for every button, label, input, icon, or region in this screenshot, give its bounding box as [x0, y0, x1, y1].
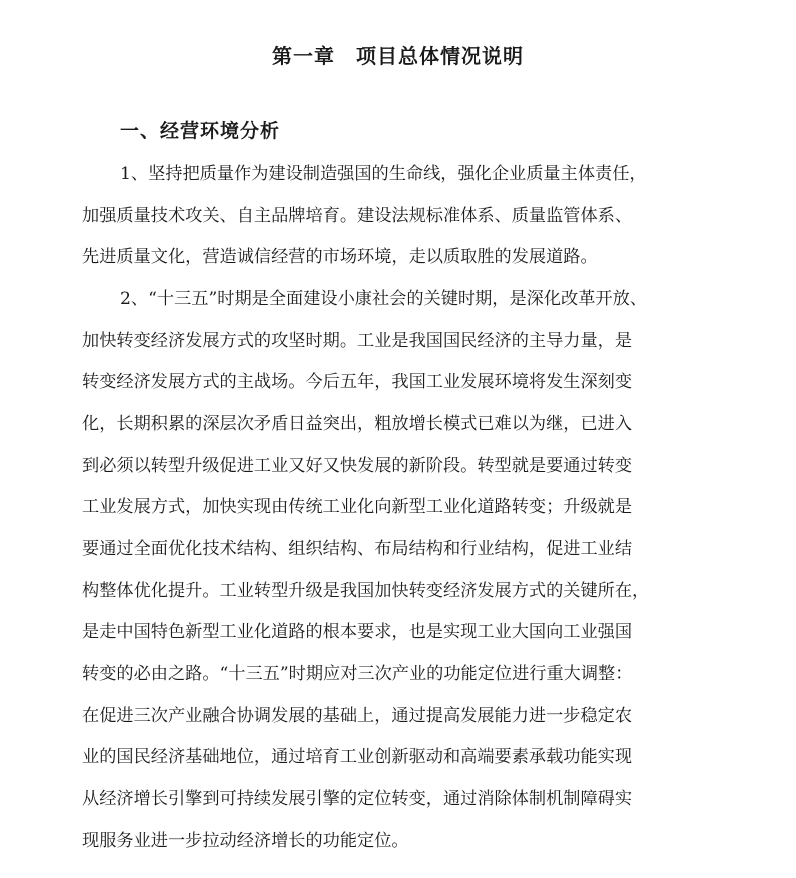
- paragraph-2-line-6: 工业发展方式，加快实现由传统工业化向新型工业化道路转变；升级就是: [82, 497, 633, 517]
- paragraph-2-line-7: 要通过全面优化技术结构、组织结构、布局结构和行业结构，促进工业结: [82, 539, 633, 559]
- paragraph-2-line-13: 从经济增长引擎到可持续发展引擎的定位转变，通过消除体制机制障碍实: [82, 789, 633, 809]
- paragraph-2-line-11: 在促进三次产业融合协调发展的基础上，通过提高发展能力进一步稳定农: [82, 706, 633, 726]
- paragraph-2-line-5: 到必须以转型升级促进工业又好又快发展的新阶段。转型就是要通过转变: [82, 456, 633, 476]
- paragraph-2-line-1: 2、“十三五”时期是全面建设小康社会的关键时期，是深化改革开放、: [120, 289, 647, 309]
- paragraph-2-line-2: 加快转变经济发展方式的攻坚时期。工业是我国国民经济的主导力量，是: [82, 331, 633, 351]
- paragraph-2-line-9: 是走中国特色新型工业化道路的根本要求，也是实现工业大国向工业强国: [82, 622, 633, 642]
- paragraph-2-line-3: 转变经济发展方式的主战场。今后五年，我国工业发展环境将发生深刻变: [82, 372, 633, 392]
- paragraph-2-line-4: 化，长期积累的深层次矛盾日益突出，粗放增长模式已难以为继，已进入: [82, 414, 633, 434]
- chapter-title: 第一章 项目总体情况说明: [272, 44, 524, 68]
- paragraph-2-line-10: 转变的必由之路。“十三五”时期应对三次产业的功能定位进行重大调整：: [82, 664, 633, 684]
- paragraph-2-line-12: 业的国民经济基础地位，通过培育工业创新驱动和高端要素承载功能实现: [82, 747, 633, 767]
- paragraph-2-line-8: 构整体优化提升。工业转型升级是我国加快转变经济发展方式的关键所在，: [82, 581, 650, 601]
- paragraph-1-line-1: 1、坚持把质量作为建设制造强国的生命线，强化企业质量主体责任，: [120, 164, 647, 184]
- paragraph-1-line-3: 先进质量文化，营造诚信经营的市场环境，走以质取胜的发展道路。: [82, 247, 598, 267]
- paragraph-1-line-2: 加强质量技术攻关、自主品牌培育。建设法规标准体系、质量监管体系、: [82, 206, 633, 226]
- paragraph-2-line-14: 现服务业进一步拉动经济增长的功能定位。: [82, 831, 409, 851]
- section-heading: 一、经营环境分析: [120, 120, 281, 142]
